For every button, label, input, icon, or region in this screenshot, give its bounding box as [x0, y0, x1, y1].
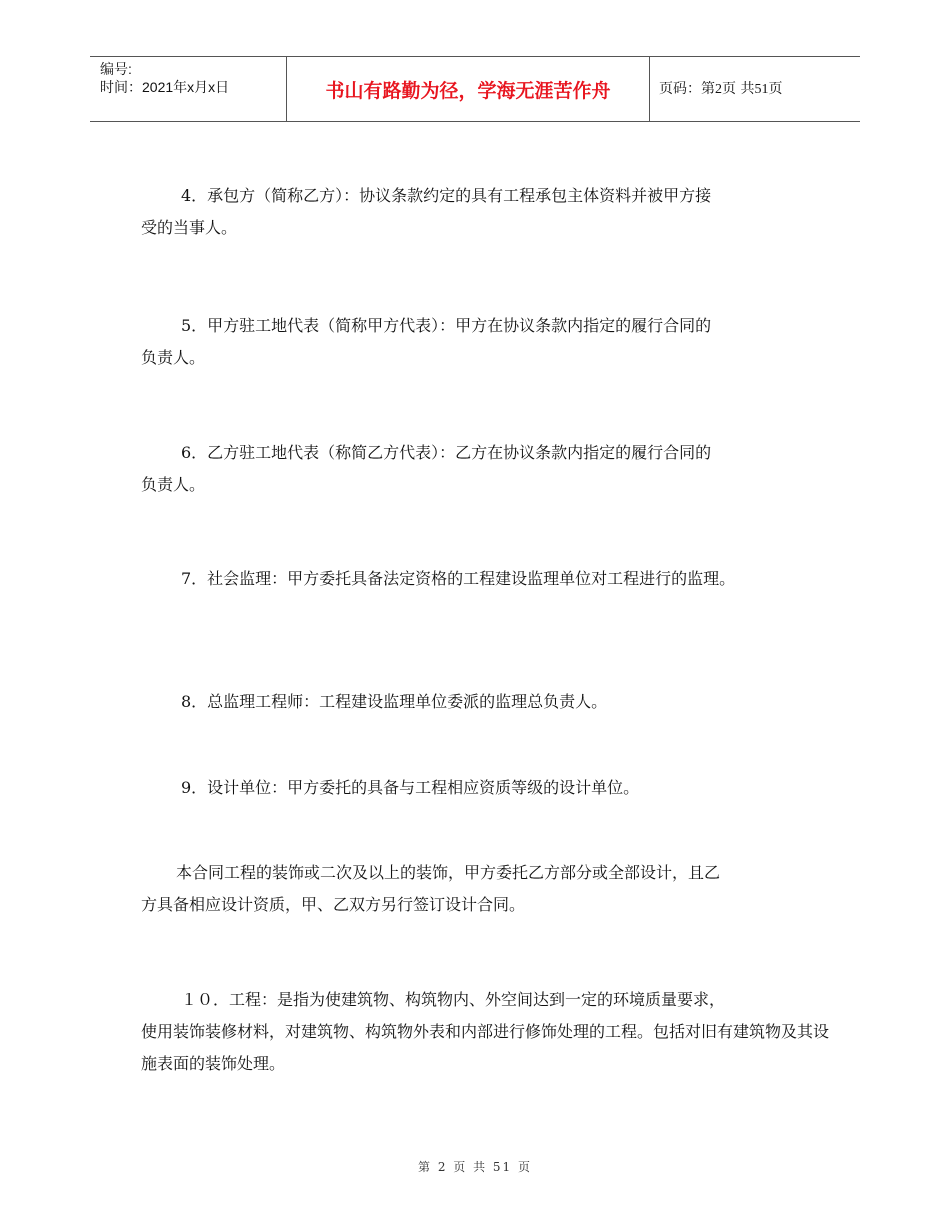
- paragraph-8: 8．总监理工程师：工程建设监理单位委派的监理总负责人。: [181, 692, 608, 711]
- header-top-rule: [90, 56, 860, 57]
- paragraph-6: 6．乙方驻工地代表（称简乙方代表）：乙方在协议条款内指定的履行合同的 负责人。: [141, 443, 712, 494]
- doc-number-label: 编号:: [100, 61, 132, 77]
- header-page-indicator: [659, 80, 782, 99]
- header-divider-right: [649, 56, 650, 122]
- paragraph-design-contract: 本合同工程的装饰或二次及以上的装饰，甲方委托乙方部分或全部设计，且乙 方具备相应设计资质，甲、乙双方另行签订设计合同。: [141, 863, 721, 914]
- header-motto: 书山有路勤为径，学海无涯苦作舟: [325, 80, 611, 102]
- doc-time-label: 时间：2021年x月x日: [100, 79, 230, 95]
- header-meta: [100, 60, 282, 96]
- page-total: 51: [754, 82, 769, 97]
- page-current: 2: [715, 82, 722, 97]
- page-label-mid: 页 共: [722, 81, 755, 97]
- paragraph-7: 7．社会监理：甲方委托具备法定资格的工程建设监理单位对工程进行的监理。: [181, 569, 736, 588]
- page-label-prefix: 页码：第: [659, 81, 715, 97]
- page-label-suffix: 页: [768, 81, 783, 97]
- paragraph-4: 4．承包方（简称乙方）：协议条款约定的具有工程承包主体资料并被甲方接 受的当事人。: [141, 186, 712, 237]
- header-bottom-rule: [90, 121, 860, 122]
- paragraph-5: 5．甲方驻工地代表（简称甲方代表）：甲方在协议条款内指定的履行合同的 负责人。: [141, 316, 712, 367]
- paragraph-10: １０．工程：是指为使建筑物、构筑物内、外空间达到一定的环境质量要求， 使用装饰装修材料，对建筑物、构筑物外表和内部进行修饰处理的工程。包括对旧有建筑物及其设施表面的装饰处理。: [141, 990, 830, 1073]
- paragraph-9: 9．设计单位：甲方委托的具备与工程相应资质等级的设计单位。: [181, 778, 640, 797]
- page-footer: 第 2 页 共 51 页: [418, 1160, 532, 1174]
